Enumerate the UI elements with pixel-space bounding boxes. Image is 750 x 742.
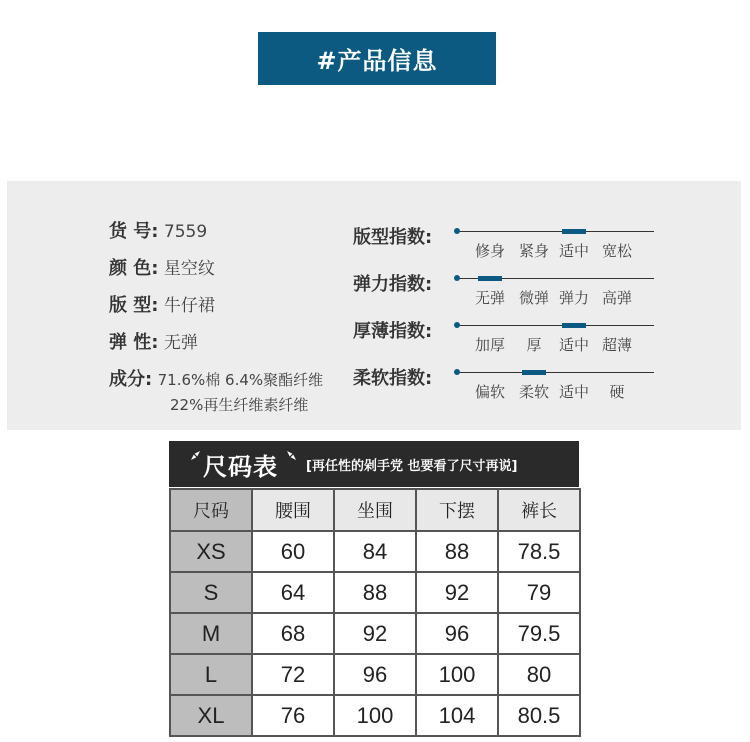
index-option: 宽松 xyxy=(601,242,633,260)
index-option: 适中 xyxy=(558,383,590,401)
style-label: 版 型: xyxy=(109,295,159,316)
table-row xyxy=(170,695,580,736)
size-table xyxy=(169,488,581,737)
measure-cell: 80 xyxy=(498,654,580,695)
composition-line1: 71.6%棉 6.4%聚酯纤维 xyxy=(157,371,324,389)
table-row xyxy=(170,531,580,572)
measure-cell: 80.5 xyxy=(498,695,580,736)
item-no-value: 7559 xyxy=(163,222,208,242)
track-dot-icon xyxy=(454,275,460,281)
table-header-cell: 腰围 xyxy=(252,489,334,531)
composition-line2: 22%再生纤维素纤维 xyxy=(170,396,309,414)
index-option: 弹力 xyxy=(558,289,590,307)
color-row xyxy=(109,259,215,279)
size-cell: XL xyxy=(170,695,252,736)
index-selected-marker xyxy=(562,229,586,234)
measure-cell: 92 xyxy=(334,613,416,654)
index-option: 柔软 xyxy=(518,383,550,401)
index-label: 弹力指数: xyxy=(353,274,433,295)
style-row xyxy=(109,296,215,316)
measure-cell: 100 xyxy=(334,695,416,736)
color-label: 颜 色: xyxy=(109,258,159,279)
measure-cell: 96 xyxy=(416,613,498,654)
measure-cell: 88 xyxy=(416,531,498,572)
table-header-cell: 坐围 xyxy=(334,489,416,531)
elastic-row xyxy=(109,333,198,353)
sparkle-icon xyxy=(191,451,200,460)
measure-cell: 92 xyxy=(416,572,498,613)
section-title: #产品信息 xyxy=(258,32,496,85)
item-no-row xyxy=(109,222,207,242)
table-row xyxy=(170,572,580,613)
index-track xyxy=(457,231,654,232)
size-chart-header xyxy=(169,441,579,487)
index-label: 厚薄指数: xyxy=(353,321,433,342)
size-cell: S xyxy=(170,572,252,613)
index-track xyxy=(457,278,654,279)
style-value: 牛仔裙 xyxy=(163,296,215,316)
table-row xyxy=(170,613,580,654)
color-value: 星空纹 xyxy=(163,259,215,279)
measure-cell: 60 xyxy=(252,531,334,572)
size-cell: L xyxy=(170,654,252,695)
item-no-label: 货 号: xyxy=(109,221,159,242)
index-label: 版型指数: xyxy=(353,227,433,248)
index-option: 无弹 xyxy=(474,289,506,307)
table-header-cell: 裤长 xyxy=(498,489,580,531)
index-selected-marker xyxy=(522,370,546,375)
elastic-value: 无弹 xyxy=(163,333,198,353)
measure-cell: 104 xyxy=(416,695,498,736)
table-row xyxy=(170,654,580,695)
index-option: 微弹 xyxy=(518,289,550,307)
composition-row xyxy=(109,370,323,390)
size-chart-title: 尺码表 xyxy=(203,453,278,481)
measure-cell: 88 xyxy=(334,572,416,613)
track-dot-icon xyxy=(454,228,460,234)
measure-cell: 96 xyxy=(334,654,416,695)
measure-cell: 79.5 xyxy=(498,613,580,654)
size-chart-subtitle: [再任性的剁手党 也要看了尺寸再说] xyxy=(306,459,518,474)
index-option: 紧身 xyxy=(518,242,550,260)
elastic-label: 弹 性: xyxy=(109,332,159,353)
index-label: 柔软指数: xyxy=(353,368,433,389)
index-selected-marker xyxy=(562,323,586,328)
table-header-cell: 下摆 xyxy=(416,489,498,531)
size-cell: M xyxy=(170,613,252,654)
index-option: 超薄 xyxy=(601,336,633,354)
composition-label: 成分: xyxy=(109,369,153,390)
measure-cell: 76 xyxy=(252,695,334,736)
index-option: 适中 xyxy=(558,336,590,354)
measure-cell: 84 xyxy=(334,531,416,572)
measure-cell: 78.5 xyxy=(498,531,580,572)
index-selected-marker xyxy=(478,276,502,281)
measure-cell: 100 xyxy=(416,654,498,695)
index-option: 厚 xyxy=(526,336,542,354)
track-dot-icon xyxy=(454,369,460,375)
table-header-cell: 尺码 xyxy=(170,489,252,531)
track-dot-icon xyxy=(454,322,460,328)
measure-cell: 64 xyxy=(252,572,334,613)
index-track xyxy=(457,325,654,326)
index-track xyxy=(457,372,654,373)
index-option: 硬 xyxy=(609,383,625,401)
measure-cell: 72 xyxy=(252,654,334,695)
index-option: 修身 xyxy=(474,242,506,260)
measure-cell: 79 xyxy=(498,572,580,613)
index-option: 偏软 xyxy=(474,383,506,401)
product-info-panel xyxy=(7,181,741,430)
size-cell: XS xyxy=(170,531,252,572)
index-option: 高弹 xyxy=(601,289,633,307)
sparkle-icon xyxy=(287,451,296,460)
index-option: 适中 xyxy=(558,242,590,260)
table-header-row xyxy=(170,489,580,531)
measure-cell: 68 xyxy=(252,613,334,654)
index-option: 加厚 xyxy=(474,336,506,354)
